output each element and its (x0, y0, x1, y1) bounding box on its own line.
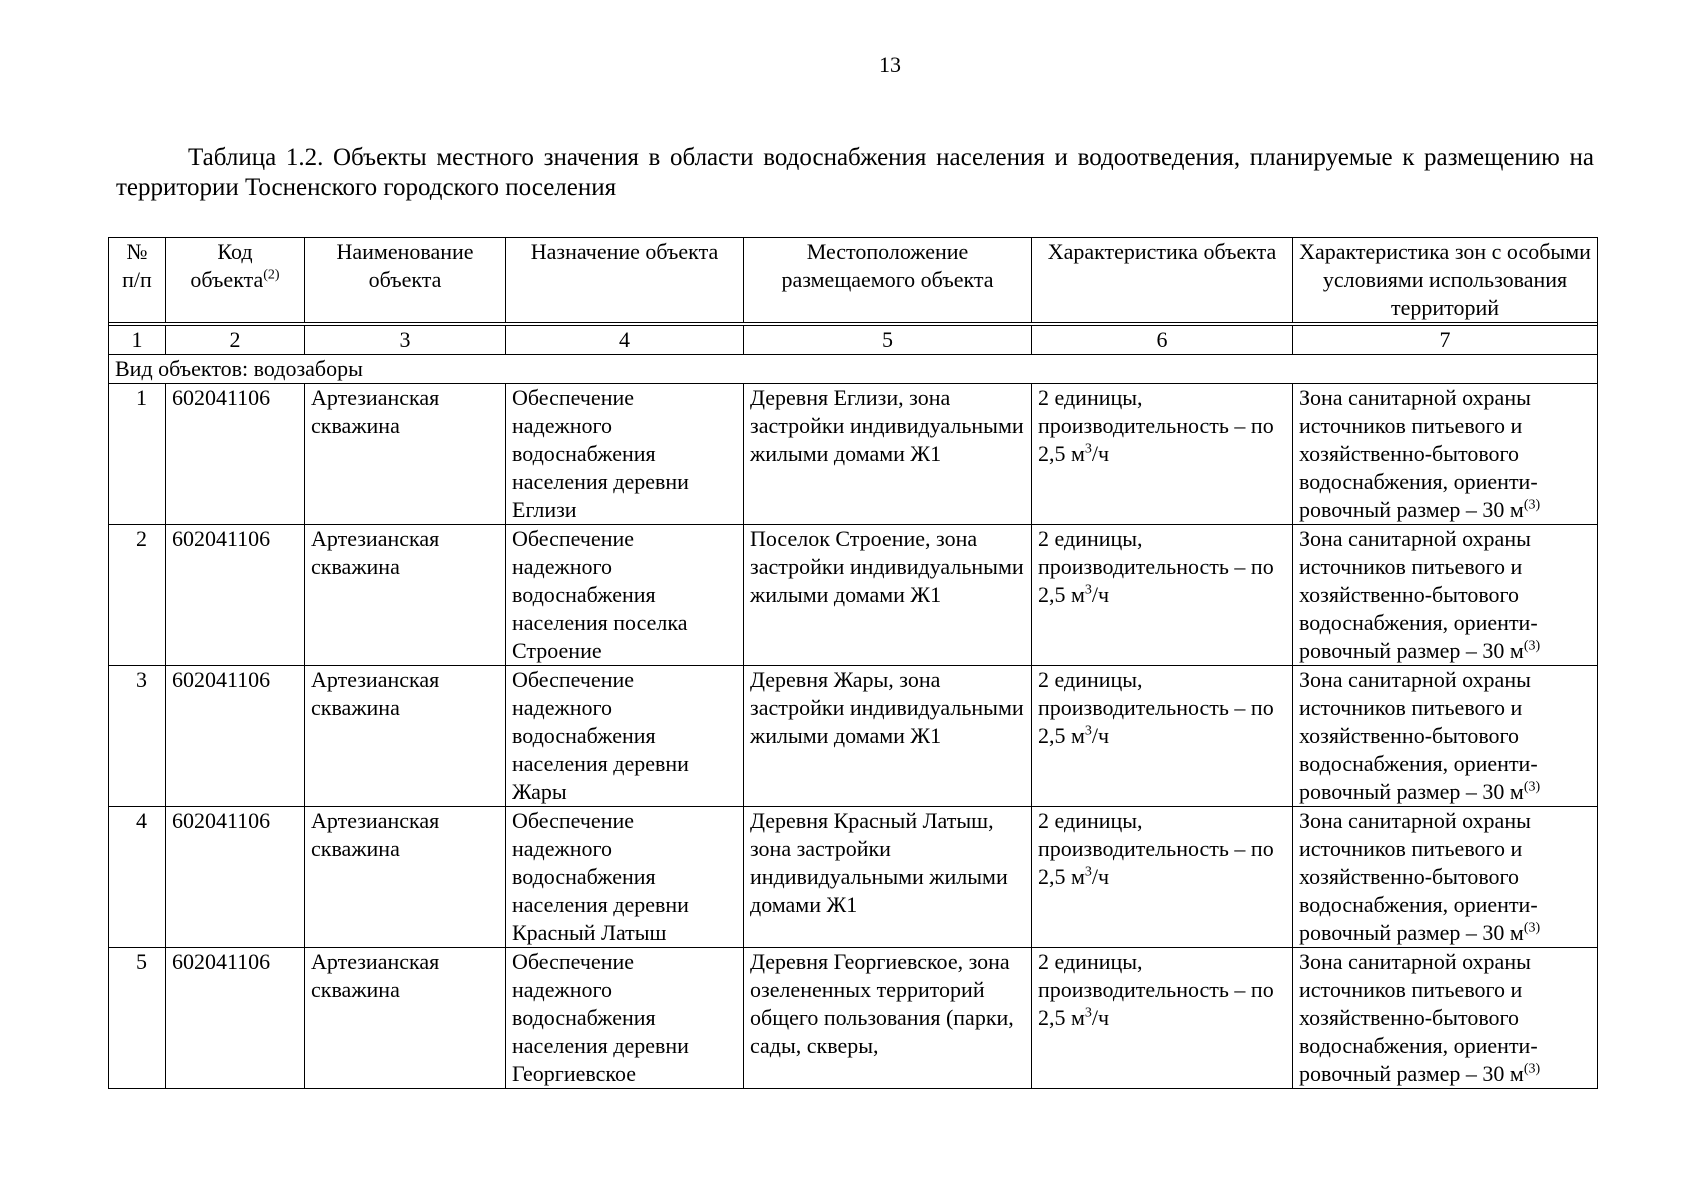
zone-characteristic: Зона санитарной охраны источников питьевого и хозяйственно-бытового водоснабжения, ориенти-ровочный размер – 30 $м^{(3)}$ (1293, 948, 1598, 1089)
object-name: Артезианская скважина (305, 807, 506, 948)
column-number: 3 (305, 326, 506, 355)
objects-table (108, 237, 1598, 1089)
object-location: Деревня Жары, зона застройки индивидуальными жилыми домами Ж1 (744, 666, 1032, 807)
table-row (109, 525, 1598, 666)
object-location: Поселок Строение, зона застройки индивидуальными жилыми домами Ж1 (744, 525, 1032, 666)
object-name: Артезианская скважина (305, 666, 506, 807)
page-number: 13 (879, 52, 901, 77)
table-row (109, 384, 1598, 525)
table-row (109, 666, 1598, 807)
header-cell: Назначение объекта (506, 238, 744, 323)
object-purpose: Обеспечение надежного водоснабжения населения деревни Георгиевское (506, 948, 744, 1089)
section-label: Вид объектов: водозаборы (109, 355, 1598, 384)
header-cell: Характеристика зон с особыми условиями использования территорий (1293, 238, 1598, 323)
row-number: 3 (109, 666, 166, 807)
column-number: 4 (506, 326, 744, 355)
object-name: Артезианская скважина (305, 384, 506, 525)
object-location: Деревня Георгиевское, зона озелененных территорий общего пользования (парки, сады, скверы, (744, 948, 1032, 1089)
object-code: 602041106 (166, 807, 305, 948)
table-row (109, 807, 1598, 948)
header-cell: Характеристика объекта (1032, 238, 1293, 323)
zone-characteristic: Зона санитарной охраны источников питьевого и хозяйственно-бытового водоснабжения, ориенти-ровочный размер – 30 $м^{(3)}$ (1293, 807, 1598, 948)
section-row (109, 355, 1598, 384)
column-number-row (109, 326, 1598, 355)
object-characteristic: 2 единицы, производительность – по 2,5 $м^3/ч$ (1032, 525, 1293, 666)
object-purpose: Обеспечение надежного водоснабжения населения деревни Еглизи (506, 384, 744, 525)
object-location: Деревня Красный Латыш, зона застройки индивидуальными жилыми домами Ж1 (744, 807, 1032, 948)
object-code: 602041106 (166, 384, 305, 525)
column-number: 2 (166, 326, 305, 355)
column-number: 5 (744, 326, 1032, 355)
table-caption: Таблица 1.2. Объекты местного значения в области водоснабжения населения и водоотведения, планируемые к размещению на территории Тосненского городского поселения (116, 144, 1594, 201)
object-characteristic: 2 единицы, производительность – по 2,5 $м^3/ч$ (1032, 948, 1293, 1089)
table-header-row (109, 238, 1598, 323)
zone-characteristic: Зона санитарной охраны источников питьевого и хозяйственно-бытового водоснабжения, ориенти-ровочный размер – 30 $м^{(3)}$ (1293, 525, 1598, 666)
object-code: 602041106 (166, 666, 305, 807)
header-cell: № п/п (109, 238, 166, 323)
column-number: 6 (1032, 326, 1293, 355)
object-name: Артезианская скважина (305, 525, 506, 666)
header-cell: Местоположение размещаемого объекта (744, 238, 1032, 323)
object-name: Артезианская скважина (305, 948, 506, 1089)
row-number: 5 (109, 948, 166, 1089)
row-number: 4 (109, 807, 166, 948)
object-code: 602041106 (166, 525, 305, 666)
row-number: 1 (109, 384, 166, 525)
object-purpose: Обеспечение надежного водоснабжения населения деревни Красный Латыш (506, 807, 744, 948)
object-code: 602041106 (166, 948, 305, 1089)
zone-characteristic: Зона санитарной охраны источников питьевого и хозяйственно-бытового водоснабжения, ориенти-ровочный размер – 30 $м^{(3)}$ (1293, 666, 1598, 807)
object-characteristic: 2 единицы, производительность – по 2,5 $м^3/ч$ (1032, 666, 1293, 807)
header-cell: Код объекта$^{(2)}$ (166, 238, 305, 323)
header-cell: Наименование объекта (305, 238, 506, 323)
object-purpose: Обеспечение надежного водоснабжения населения поселка Строение (506, 525, 744, 666)
column-number: 1 (109, 326, 166, 355)
column-number: 7 (1293, 326, 1598, 355)
zone-characteristic: Зона санитарной охраны источников питьевого и хозяйственно-бытового водоснабжения, ориенти-ровочный размер – 30 $м^{(3)}$ (1293, 384, 1598, 525)
object-characteristic: 2 единицы, производительность – по 2,5 $м^3/ч$ (1032, 807, 1293, 948)
object-purpose: Обеспечение надежного водоснабжения населения деревни Жары (506, 666, 744, 807)
row-number: 2 (109, 525, 166, 666)
table-row (109, 948, 1598, 1089)
object-location: Деревня Еглизи, зона застройки индивидуальными жилыми домами Ж1 (744, 384, 1032, 525)
object-characteristic: 2 единицы, производительность – по 2,5 $м^3/ч$ (1032, 384, 1293, 525)
